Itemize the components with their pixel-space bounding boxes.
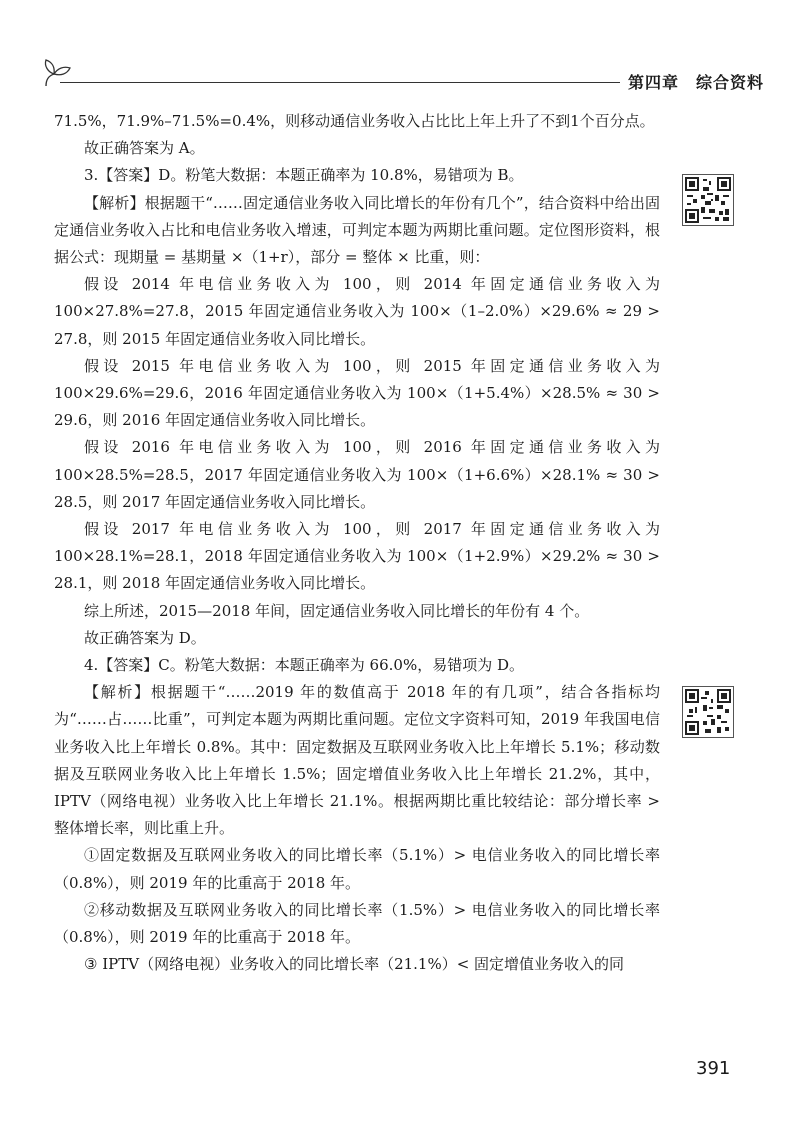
paragraph: 故正确答案为 A。 [84, 139, 205, 158]
answer-heading: 3.【答案】D。粉笔大数据：本题正确率为 10.8%，易错项为 B。 [84, 166, 524, 185]
page-number: 391 [696, 1058, 731, 1079]
chapter-title: 第四章 综合资料 [628, 73, 765, 92]
analysis-paragraph: 【解析】根据题干“……固定通信业务收入同比增长的年份有几个”，结合资料中给出固定通信业务收入占比和电信业务收入增速，可判定本题为两期比重问题。定位图形资料，根据公式：现期量 = 基期量 ×（1+r），部分 = 整体 × 比重，则： [54, 193, 660, 267]
header-rule [60, 82, 620, 83]
page-body [54, 108, 660, 979]
paragraph: 71.5%，71.9%–71.5%=0.4%，则移动通信业务收入占比比上年上升了不到1个百分点。 [54, 112, 655, 130]
paragraph: 假设 2016 年电信业务收入为 100，则 2016 年固定通信业务收入为 100×28.5%=28.5，2017 年固定通信业务收入为 100×（1+6.6%）×28.1% ≈ 30 > 28.5，则 2017 年固定通信业务收入同比增长。 [54, 438, 660, 511]
paragraph: 假设 2014 年电信业务收入为 100，则 2014 年固定通信业务收入为 100×27.8%=27.8，2015 年固定通信业务收入为 100×（1–2.0%）×29.6% ≈ 29 > 27.8，则 2015 年固定通信业务收入同比增长。 [54, 275, 660, 348]
qr-code-icon[interactable] [682, 174, 734, 226]
sprout-icon [40, 56, 76, 88]
paragraph: ③ IPTV（网络电视）业务收入的同比增长率（21.1%）< 固定增值业务收入的同 [84, 955, 625, 974]
qr-code-icon[interactable] [682, 686, 734, 738]
paragraph: 故正确答案为 D。 [84, 628, 206, 647]
analysis-paragraph: 【解析】根据题干“……2019 年的数值高于 2018 年的有几项”，结合各指标均为“……占……比重”，可判定本题为两期比重问题。定位文字资料可知，2019 年我国电信业务收入比上年增长 0.8%。其中：固定数据及互联网业务收入比上年增长 5.1%；移动数据及互联网业务收入比上年增长 1.5%；固定增值业务收入比上年增长 21.2%，其中，IPTV（网络电视）业务收入比上年增长 21.1%。根据两期比重比较结论：部分增长率 > 整体增长率，则比重上升。 [54, 683, 660, 838]
page-header [40, 50, 765, 92]
answer-heading: 4.【答案】C。粉笔大数据：本题正确率为 66.0%，易错项为 D。 [84, 656, 525, 675]
paragraph: 假设 2015 年电信业务收入为 100，则 2015 年固定通信业务收入为 100×29.6%=29.6，2016 年固定通信业务收入为 100×（1+5.4%）×28.5% ≈ 30 > 29.6，则 2016 年固定通信业务收入同比增长。 [54, 356, 660, 430]
paragraph: 假设 2017 年电信业务收入为 100，则 2017 年固定通信业务收入为 100×28.1%=28.1，2018 年固定通信业务收入为 100×（1+2.9%）×29.2% ≈ 30 > 28.1，则 2018 年固定通信业务收入同比增长。 [54, 520, 660, 593]
paragraph: 综上所述，2015—2018 年间，固定通信业务收入同比增长的年份有 4 个。 [84, 601, 590, 620]
paragraph: ①固定数据及互联网业务收入的同比增长率（5.1%）> 电信业务收入的同比增长率（0.8%），则 2019 年的比重高于 2018 年。 [54, 846, 660, 892]
paragraph: ②移动数据及互联网业务收入的同比增长率（1.5%）> 电信业务收入的同比增长率（0.8%），则 2019 年的比重高于 2018 年。 [54, 900, 660, 947]
